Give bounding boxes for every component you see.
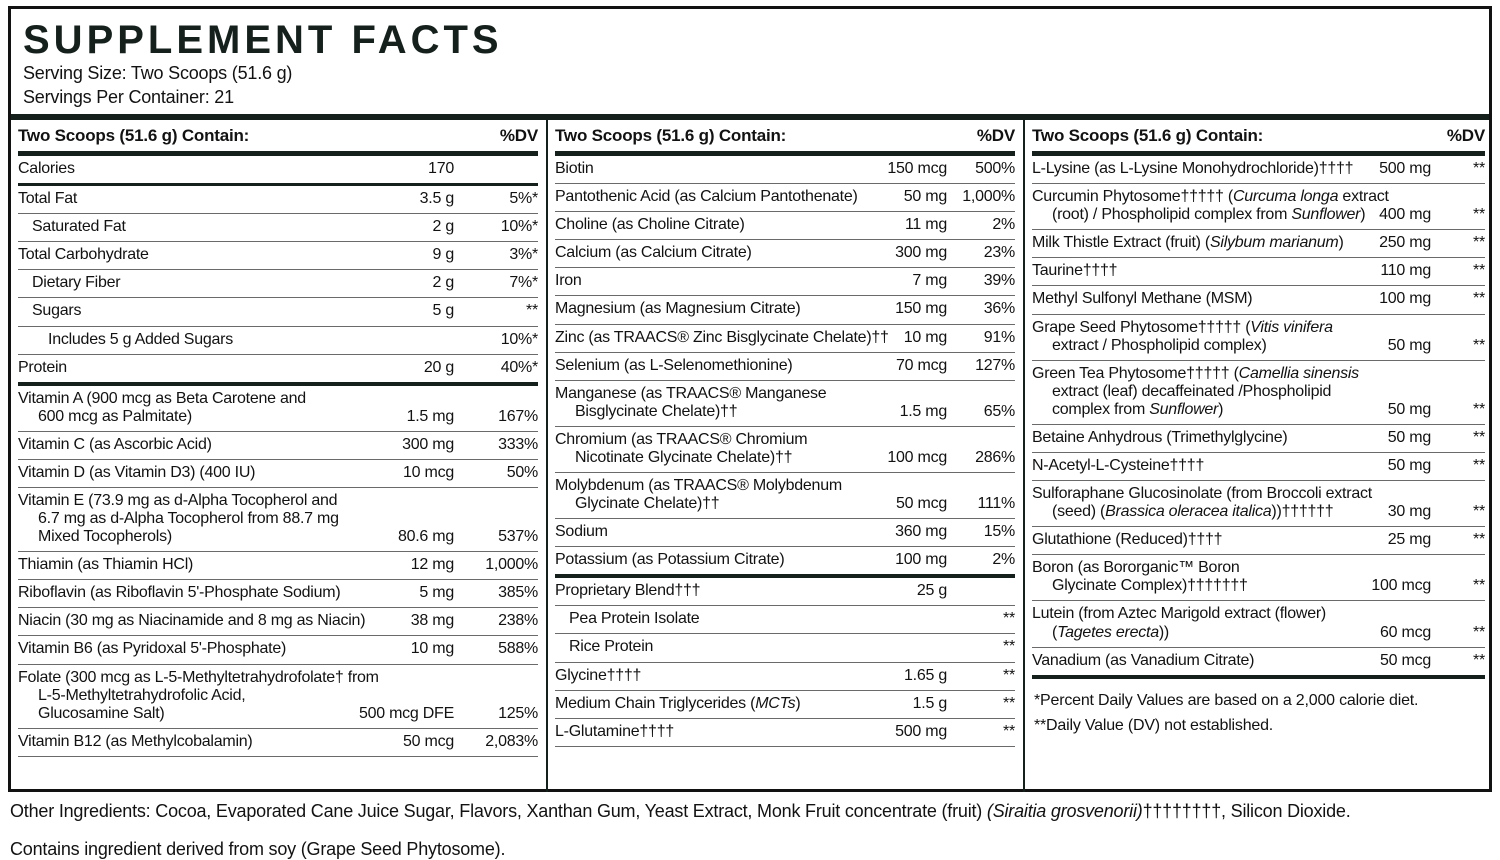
nutrient-column-3 bbox=[1023, 120, 1493, 792]
column-header bbox=[18, 120, 538, 156]
ingredient-amount: 60 mcg bbox=[1380, 623, 1431, 641]
ingredient-amount: 10 mcg bbox=[403, 463, 454, 481]
ingredient-amount: 30 mg bbox=[1387, 503, 1431, 521]
ingredient-dv: ** bbox=[1473, 457, 1485, 474]
ingredient-name: Includes 5 g Added Sugars bbox=[48, 330, 233, 348]
ingredient-name: Folate (300 mcg as L-5-Methyltetrahydrofolate† from L-5-Methyltetrahydrofolic Acid, Glucosamine Salt) bbox=[18, 668, 379, 722]
ingredient-dv: ** bbox=[1473, 531, 1485, 549]
ingredient-dv: ** bbox=[1473, 234, 1485, 252]
ingredient-name: Choline (as Choline Citrate) bbox=[555, 216, 745, 234]
ingredient-dv: 167% bbox=[498, 407, 538, 425]
column-header bbox=[555, 120, 1015, 156]
table-row bbox=[1032, 315, 1485, 361]
table-row bbox=[1032, 453, 1485, 481]
ingredient-dv: 15% bbox=[983, 523, 1015, 541]
ingredient-dv: 65% bbox=[983, 402, 1015, 420]
ingredient-dv: ** bbox=[1003, 722, 1015, 740]
ingredient-name: Riboflavin (as Riboflavin 5'-Phosphate Sodium) bbox=[18, 584, 341, 602]
ingredient-dv: 39% bbox=[983, 272, 1015, 290]
column-header-label: Two Scoops (51.6 g) Contain: bbox=[1032, 126, 1264, 146]
ingredient-dv: ** bbox=[1473, 503, 1485, 521]
table-row bbox=[18, 580, 538, 608]
ingredient-name: Biotin bbox=[555, 160, 594, 178]
ingredient-name: Proprietary Blend††† bbox=[555, 582, 701, 600]
ingredient-amount: 2 g bbox=[432, 218, 454, 236]
ingredient-dv: 23% bbox=[983, 244, 1015, 262]
footnote-percent-dv: *Percent Daily Values are based on a 2,000 calorie diet. bbox=[1034, 691, 1419, 709]
ingredient-amount: 1.5 mg bbox=[406, 407, 454, 425]
ingredient-dv: 91% bbox=[983, 328, 1015, 346]
table-row bbox=[18, 552, 538, 580]
ingredient-dv: ** bbox=[1473, 206, 1485, 224]
table-row bbox=[18, 355, 538, 386]
ingredient-amount: 50 mg bbox=[1387, 400, 1431, 418]
table-row bbox=[555, 719, 1015, 747]
ingredient-amount: 9 g bbox=[432, 246, 454, 264]
table-row bbox=[18, 665, 538, 729]
ingredient-dv: 111% bbox=[977, 495, 1015, 513]
ingredient-name: Vitamin C (as Ascorbic Acid) bbox=[18, 435, 212, 453]
ingredient-dv: 7%* bbox=[509, 274, 538, 292]
ingredient-name: Grape Seed Phytosome††††† (Vitis vinifera extract / Phospholipid complex) bbox=[1032, 318, 1333, 354]
table-row bbox=[555, 691, 1015, 719]
ingredient-dv: 127% bbox=[975, 356, 1015, 374]
ingredient-dv: 1,000% bbox=[962, 188, 1015, 206]
ingredient-amount: 100 mg bbox=[1379, 290, 1431, 308]
table-row bbox=[18, 432, 538, 460]
ingredient-amount: 300 mg bbox=[402, 435, 454, 453]
ingredient-amount: 100 mcg bbox=[1371, 577, 1431, 595]
ingredient-name: N-Acetyl-L-Cysteine†††† bbox=[1032, 457, 1205, 474]
ingredient-amount: 500 mg bbox=[1379, 160, 1431, 178]
ingredient-name: Pea Protein Isolate bbox=[569, 610, 700, 628]
ingredient-amount: 38 mg bbox=[410, 612, 454, 630]
ingredient-name: Molybdenum (as TRAACS® Molybdenum Glycinate Chelate)†† bbox=[555, 477, 842, 513]
ingredient-amount: 70 mcg bbox=[896, 356, 947, 374]
ingredient-name: Sugars bbox=[32, 302, 82, 320]
other-ingredients-text: Other Ingredients: Cocoa, Evaporated Cane Juice Sugar, Flavors, Xanthan Gum, Yeast Extract, Monk Fruit concentrate (fruit) (Siraitia grosvenorii)††††††††, Silicon Dioxide. bbox=[10, 801, 1351, 821]
ingredient-name: Protein bbox=[18, 358, 67, 376]
ingredient-name: Betaine Anhydrous (Trimethylglycine) bbox=[1032, 428, 1288, 446]
ingredient-dv: 333% bbox=[498, 435, 538, 453]
table-row bbox=[18, 636, 538, 664]
ingredient-amount: 400 mg bbox=[1379, 206, 1431, 224]
ingredient-name: Vitamin B6 (as Pyridoxal 5'-Phosphate) bbox=[18, 640, 287, 658]
table-row bbox=[18, 386, 538, 432]
ingredient-dv: ** bbox=[1003, 666, 1015, 684]
ingredient-amount: 100 mcg bbox=[887, 448, 947, 466]
table-row bbox=[18, 242, 538, 270]
allergen-statement: Contains ingredient derived from soy (Grape Seed Phytosome). bbox=[10, 838, 506, 859]
ingredient-name: Vanadium (as Vanadium Citrate) bbox=[1032, 651, 1255, 669]
ingredient-amount: 1.65 g bbox=[904, 666, 947, 684]
ingredient-dv: 5%* bbox=[509, 190, 538, 208]
ingredient-name: Total Carbohydrate bbox=[18, 246, 149, 264]
table-row bbox=[555, 325, 1015, 353]
ingredient-amount: 360 mg bbox=[895, 523, 947, 541]
ingredient-amount: 100 mg bbox=[895, 551, 947, 569]
ingredient-amount: 50 mg bbox=[1387, 336, 1431, 354]
table-row bbox=[1032, 156, 1485, 184]
table-row bbox=[1032, 601, 1485, 647]
ingredient-amount: 3.5 g bbox=[419, 190, 454, 208]
nutrient-rows bbox=[1032, 156, 1485, 679]
ingredient-name: Magnesium (as Magnesium Citrate) bbox=[555, 300, 801, 318]
ingredient-name: Calcium (as Calcium Citrate) bbox=[555, 244, 752, 262]
table-row bbox=[18, 460, 538, 488]
ingredient-name: Vitamin D (as Vitamin D3) (400 IU) bbox=[18, 463, 256, 481]
ingredient-dv: 385% bbox=[498, 584, 538, 602]
table-row bbox=[555, 427, 1015, 473]
nutrient-columns bbox=[11, 114, 1489, 792]
ingredient-dv: 50% bbox=[506, 463, 538, 481]
table-row bbox=[1032, 184, 1485, 230]
ingredient-amount: 1.5 g bbox=[912, 694, 947, 712]
nutrient-column-2 bbox=[546, 120, 1023, 792]
ingredient-amount: 150 mcg bbox=[887, 160, 947, 178]
table-row bbox=[555, 296, 1015, 324]
ingredient-dv: ** bbox=[1003, 694, 1015, 712]
table-row bbox=[1032, 527, 1485, 555]
ingredient-amount: 170 bbox=[428, 160, 454, 178]
ingredient-amount: 7 mg bbox=[912, 272, 947, 290]
ingredient-dv: ** bbox=[1473, 336, 1485, 354]
table-row bbox=[555, 519, 1015, 547]
ingredient-amount: 25 g bbox=[916, 582, 947, 600]
ingredient-name: Calories bbox=[18, 160, 75, 178]
nutrient-rows bbox=[555, 156, 1015, 747]
ingredient-name: Niacin (30 mg as Niacinamide and 8 mg as Niacin) bbox=[18, 612, 366, 630]
panel-header bbox=[11, 9, 1489, 109]
ingredient-dv: 500% bbox=[975, 160, 1015, 178]
table-row bbox=[18, 186, 538, 214]
table-row bbox=[555, 578, 1015, 606]
ingredient-dv: 40%* bbox=[500, 358, 538, 376]
ingredient-name: Thiamin (as Thiamin HCl) bbox=[18, 556, 194, 574]
ingredient-name: Sulforaphane Glucosinolate (from Broccoli extract (seed) (Brassica oleracea italica))†††††† bbox=[1032, 485, 1372, 521]
ingredient-name: Glutathione (Reduced)†††† bbox=[1032, 531, 1223, 549]
ingredient-name: Curcumin Phytosome††††† (Curcuma longa extract (root) / Phospholipid complex from Sunflower) bbox=[1032, 188, 1389, 224]
ingredient-dv: 2% bbox=[992, 216, 1015, 234]
ingredient-name: Milk Thistle Extract (fruit) (Silybum marianum) bbox=[1032, 234, 1344, 252]
table-row bbox=[18, 729, 538, 757]
ingredient-amount: 150 mg bbox=[895, 300, 947, 318]
ingredient-name: Taurine†††† bbox=[1032, 262, 1118, 280]
ingredient-dv: ** bbox=[1473, 160, 1485, 178]
ingredient-amount: 110 mg bbox=[1380, 262, 1431, 280]
nutrient-rows bbox=[18, 156, 538, 757]
table-row bbox=[18, 327, 538, 355]
ingredient-name: Vitamin B12 (as Methylcobalamin) bbox=[18, 732, 253, 750]
ingredient-name: Boron (as Bororganic™ Boron Glycinate Complex)††††††† bbox=[1032, 559, 1248, 595]
nutrient-column-1 bbox=[11, 120, 546, 792]
table-row bbox=[1032, 361, 1485, 425]
table-row bbox=[1032, 648, 1485, 679]
table-row bbox=[1032, 555, 1485, 601]
ingredient-dv: ** bbox=[526, 302, 538, 320]
ingredient-amount: 11 mg bbox=[904, 216, 947, 234]
ingredient-amount: 10 mg bbox=[903, 328, 947, 346]
ingredient-dv: ** bbox=[1003, 638, 1015, 656]
ingredient-amount: 50 mcg bbox=[1380, 651, 1431, 669]
ingredient-dv: ** bbox=[1473, 577, 1485, 595]
column-header bbox=[1032, 120, 1485, 156]
ingredient-amount: 20 g bbox=[423, 358, 454, 376]
ingredient-dv: 537% bbox=[498, 528, 538, 546]
page-title: SUPPLEMENT FACTS bbox=[23, 18, 503, 62]
table-row bbox=[18, 270, 538, 298]
table-row bbox=[555, 663, 1015, 691]
ingredient-amount: 500 mg bbox=[895, 722, 947, 740]
table-row bbox=[555, 156, 1015, 184]
table-row bbox=[18, 156, 538, 186]
ingredient-amount: 250 mg bbox=[1379, 234, 1431, 252]
serving-size-text: Serving Size: Two Scoops (51.6 g) bbox=[23, 63, 293, 83]
ingredient-dv: 10%* bbox=[500, 330, 538, 348]
ingredient-dv: 3%* bbox=[509, 246, 538, 264]
table-row bbox=[18, 214, 538, 242]
table-row bbox=[1032, 230, 1485, 258]
ingredient-name: Vitamin A (900 mcg as Beta Carotene and 600 mcg as Palmitate) bbox=[18, 389, 306, 425]
servings-per-container-text: Servings Per Container: 21 bbox=[23, 87, 234, 108]
ingredient-dv: ** bbox=[1473, 651, 1485, 669]
table-row bbox=[555, 547, 1015, 578]
column-header-dv-label: %DV bbox=[1446, 126, 1485, 146]
ingredient-dv: 238% bbox=[498, 612, 538, 630]
ingredient-name: Green Tea Phytosome††††† (Camellia sinensis extract (leaf) decaffeinated /Phospholipid complex from Sunflower) bbox=[1032, 364, 1359, 418]
supplement-facts-panel bbox=[8, 6, 1492, 792]
ingredient-dv: 1,000% bbox=[485, 556, 538, 574]
ingredient-dv: ** bbox=[1473, 262, 1485, 280]
table-row bbox=[555, 184, 1015, 212]
table-row bbox=[555, 212, 1015, 240]
ingredient-dv: 36% bbox=[983, 300, 1015, 318]
ingredient-name: Zinc (as TRAACS® Zinc Bisglycinate Chelate)†† bbox=[555, 328, 889, 346]
column-header-dv-label: %DV bbox=[499, 126, 538, 146]
ingredient-amount: 80.6 mg bbox=[397, 528, 454, 546]
table-row bbox=[1032, 481, 1485, 527]
table-row bbox=[18, 608, 538, 636]
ingredient-amount: 300 mg bbox=[895, 244, 947, 262]
table-row bbox=[1032, 286, 1485, 314]
table-row bbox=[555, 606, 1015, 634]
ingredient-amount: 50 mcg bbox=[896, 495, 947, 513]
ingredient-name: L-Lysine (as L-Lysine Monohydrochloride)†††† bbox=[1032, 160, 1354, 178]
ingredient-name: Pantothenic Acid (as Calcium Pantothenate) bbox=[555, 188, 858, 206]
ingredient-amount: 12 mg bbox=[410, 556, 454, 574]
ingredient-name: Rice Protein bbox=[569, 638, 654, 656]
ingredient-dv: 2,083% bbox=[485, 732, 538, 750]
ingredient-dv: 2% bbox=[992, 551, 1015, 569]
ingredient-name: Methyl Sulfonyl Methane (MSM) bbox=[1032, 290, 1253, 308]
ingredient-dv: ** bbox=[1473, 400, 1485, 418]
ingredient-dv: ** bbox=[1473, 290, 1485, 308]
table-row bbox=[1032, 425, 1485, 453]
table-row bbox=[555, 353, 1015, 381]
ingredient-name: Medium Chain Triglycerides (MCTs) bbox=[555, 694, 801, 712]
ingredient-name: Selenium (as L-Selenomethionine) bbox=[555, 356, 793, 374]
table-row bbox=[555, 268, 1015, 296]
ingredient-amount: 50 mg bbox=[1387, 457, 1431, 474]
ingredient-amount: 500 mcg DFE bbox=[358, 704, 454, 722]
ingredient-name: Glycine†††† bbox=[555, 666, 642, 684]
ingredient-amount: 50 mg bbox=[903, 188, 947, 206]
ingredient-name: Sodium bbox=[555, 523, 608, 541]
ingredient-name: Iron bbox=[555, 272, 582, 290]
table-row bbox=[555, 634, 1015, 662]
ingredient-name: Chromium (as TRAACS® Chromium Nicotinate Glycinate Chelate)†† bbox=[555, 430, 808, 466]
ingredient-amount: 50 mg bbox=[1387, 428, 1431, 446]
ingredient-amount: 5 g bbox=[432, 302, 454, 320]
table-row bbox=[1032, 258, 1485, 286]
table-row bbox=[555, 473, 1015, 519]
footnote-dv-not-established: **Daily Value (DV) not established. bbox=[1034, 716, 1274, 734]
ingredient-amount: 25 mg bbox=[1387, 531, 1431, 549]
table-row bbox=[555, 381, 1015, 427]
ingredient-dv: 125% bbox=[498, 704, 538, 722]
table-row bbox=[18, 488, 538, 552]
ingredient-dv: 588% bbox=[498, 640, 538, 658]
ingredient-dv: ** bbox=[1473, 428, 1485, 446]
ingredient-amount: 50 mcg bbox=[403, 732, 454, 750]
ingredient-amount: 2 g bbox=[432, 274, 454, 292]
ingredient-name: Manganese (as TRAACS® Manganese Bisglycinate Chelate)†† bbox=[555, 384, 827, 420]
column-header-dv-label: %DV bbox=[976, 126, 1015, 146]
ingredient-name: Dietary Fiber bbox=[32, 274, 121, 292]
ingredient-amount: 10 mg bbox=[410, 640, 454, 658]
ingredient-name: Saturated Fat bbox=[32, 218, 126, 236]
ingredient-name: Potassium (as Potassium Citrate) bbox=[555, 551, 785, 569]
ingredient-dv: 10%* bbox=[500, 218, 538, 236]
label-footer bbox=[10, 801, 1494, 860]
table-row bbox=[555, 240, 1015, 268]
ingredient-name: Vitamin E (73.9 mg as d-Alpha Tocopherol and 6.7 mg as d-Alpha Tocopherol from 88.7 mg Mixed Tocopherols) bbox=[18, 492, 339, 546]
column-header-label: Two Scoops (51.6 g) Contain: bbox=[18, 126, 250, 146]
ingredient-dv: 286% bbox=[975, 448, 1015, 466]
ingredient-name: Total Fat bbox=[18, 190, 78, 208]
footnotes bbox=[1032, 679, 1485, 739]
ingredient-amount: 5 mg bbox=[419, 584, 454, 602]
table-row bbox=[18, 298, 538, 326]
ingredient-amount: 1.5 mg bbox=[899, 402, 947, 420]
ingredient-dv: ** bbox=[1003, 610, 1015, 628]
ingredient-dv: ** bbox=[1473, 623, 1485, 641]
ingredient-name: L-Glutamine†††† bbox=[555, 722, 674, 740]
ingredient-name: Lutein (from Aztec Marigold extract (flower) (Tagetes erecta)) bbox=[1032, 605, 1326, 641]
column-header-label: Two Scoops (51.6 g) Contain: bbox=[555, 126, 787, 146]
